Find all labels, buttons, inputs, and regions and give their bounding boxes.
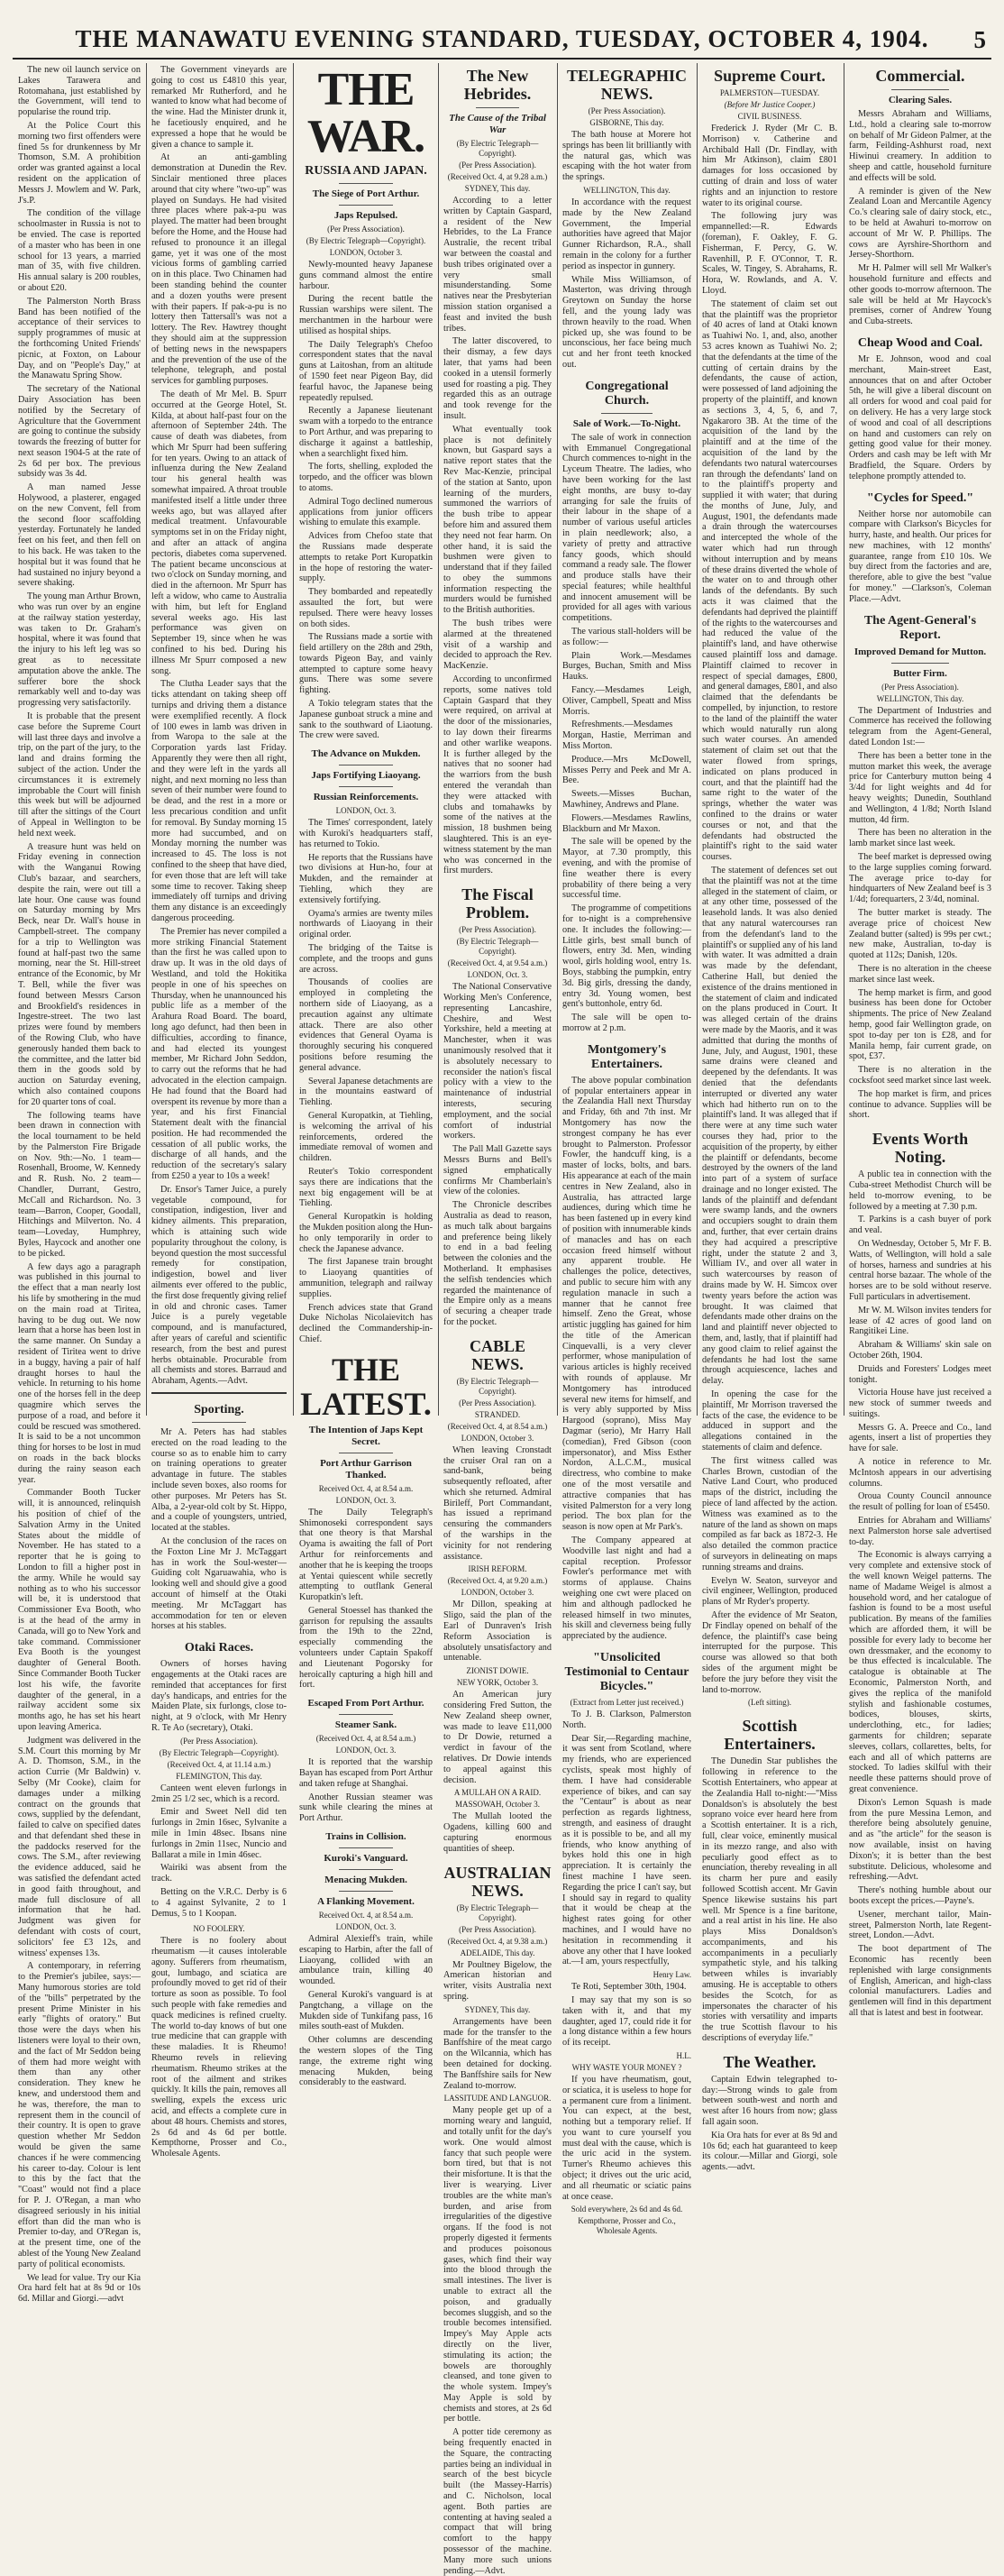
- subheading: The Cause of the Tribal War: [449, 113, 546, 135]
- dateline: LONDON, Oct. 3.: [335, 1495, 397, 1505]
- news-item: While Miss Williamson, of Masterton, was driving through Greytown on Sunday the horse fell, and the young lady was thrown heavily to the road. When picked up, she was found to be unconscious, her face being much cut and her front teeth knocked out.: [562, 274, 691, 370]
- news-item: A Tokio telegram states that the Japanese gunboat struck a mine and sank to the southward of Liaotung. The crew were saved.: [299, 699, 433, 741]
- dateline: LONDON, October 3.: [461, 1588, 534, 1598]
- news-item: Messrs Abraham and Williams, Ltd., hold a clearing sale to-morrow on behalf of Mr Gideon Palmer, at the farm, Feilding-Ashhurst road, next Hiwinui creamery. In addition to sheep and cattle, household furniture and effects will be sold.: [849, 109, 991, 183]
- news-item: T. Parkins is a cash buyer of pork and veal.: [849, 1215, 991, 1236]
- dateline: LONDON, Oct. 3.: [335, 1922, 397, 1932]
- news-item: The Clutha Leader says that the ticks attendant on taking sheep off turnips and driving them a distance were exemplified recently. A flock of 100 ewes in lamb was driven in from Waropa to the sale at the Corporation yards last Friday. Apparently they were then all right, and they were left in the yards all night, and next morning no less than seven of their number were found to be dead, and the rest in a more or less precarious condition and unfit for removal. By Sunday morning 15 more had succumbed, and on Monday morning the number was increased to 45. The loss is not confined to the sheep that have died, for even those that are left will take some time to recover. Taking sheep immediately off turnips and driving them any distance is an exceedingly dangerous proceeding.: [151, 679, 287, 923]
- divider: [891, 663, 948, 664]
- news-item: A few days ago a paragraph was published in this journal to the effect that a man nearly lost his life by smothering in the mud on the main road at Tiritea, having to be dug out. We now learn that a horse has been lost in the same manner. On Sunday a resident of Tiritea went to drive in a buggy, having a pair of half draught horses to haul the vehicle. In returning to his home one of the horses fell in the deep quagmire which serves the purpose of a road, and before it could be rescued was smothered. It is said to be a not uncommon thing for horses to be lost in mud on roads in the back blocks during the rainy season each year.: [18, 1261, 141, 1485]
- received-line: (Received Oct. 4, at 11.14 a.m.): [167, 1759, 271, 1769]
- news-item: Commander Booth Tucker will, it is announced, relinquish his position of chief of the Salvation Army in the United States about the middle of November. He has stated to a reporter that he is going to London to fill a higher post in the army. While he would say nothing as to who his successor will be, it is understood that Commissioner Eva Booth, who is at the head of the army in Canada, will go to New York and take command. Commissioner Eva Booth is the youngest daughter of General Booth. Since Commander Booth Tucker lost his wife, the favorite daughter of the general, in a railway accident some six months ago, he has set his heart upon leaving America.: [18, 1488, 141, 1732]
- extract-note: (Extract from Letter just received.): [570, 1698, 684, 1707]
- subheading: LASSITUDE AND LANGUOR.: [443, 2094, 552, 2104]
- column-1: [18, 65, 141, 2305]
- press-credit: (Per Press Association).: [459, 1398, 536, 1407]
- news-item: Victoria House have just received a new stock of summer tweeds and suitings.: [849, 1388, 991, 1419]
- news-item: The young man Arthur Brown, who was run over by an engine at the railway station yesterday, was taken to Dr. Graham's hospital, where it was found that the injury to his left leg was so great as to necessitate amputation above the ankle. The sufferer bore the shock remarkably well and to-day was progressing very satisfactorily.: [18, 591, 141, 709]
- news-item: When leaving Cronstadt the cruiser Oral ran on a sand-bank, being subsequently refloated, after which she returned. Admiral Birileff, Port Commandant, has issued a reprimand censuring the commanders of the warships in the vicinity for not rendering assistance.: [443, 1444, 552, 1562]
- news-item: The sale will be opened by the Mayor, at 7.30 promptly, this evening, and with the promise of fine weather there is every probability of there being a very successful time.: [562, 837, 691, 901]
- byline: (By Electric Telegraph—Copyright).: [456, 1376, 539, 1396]
- divider: [339, 1714, 392, 1715]
- advertisement: A potter tide ceremony as being frequently enacted in the Square, the contracting parties being an individual in search of the best bicycle built (the Massey-Harris) and C. Nicholson, local agent. Both parties are contenting at having sealed a compact that will bring comfort to the happy possessor of the machine. Many more such unions pending.—Advt.: [443, 2427, 552, 2576]
- column-3: [299, 64, 433, 2088]
- press-credit: (Per Press Association).: [459, 925, 536, 935]
- subheading: Clearing Sales.: [888, 95, 953, 105]
- dateline: GISBORNE, This day.: [589, 118, 664, 127]
- section-heading: NO FOOLERY.: [193, 1924, 245, 1934]
- column-7: [849, 65, 991, 2018]
- news-item: Mr W. M. Wilson invites tenders for lease of 42 acres of good land on Rangitikei Line.: [849, 1305, 991, 1337]
- advertisement: Kia Ora hats for ever at 8s 9d and 10s 6d; each hat guaranteed to keep its colour.—Millar and Giorgi, sole agents.—advt.: [702, 2130, 837, 2173]
- news-item: The following teams have been drawn in connection with the local tournament to be held by the Palmerston Fire Brigade on Nov. 9th:—No. 1 team—Rosenhall, Broome, W. Kennedy and R. Rush. No. 2 team—Chandler, Durrant, Gestro, McCall and Richardson. No. 3 team—Barron, Cooper, Goodall, Hitchings and Milverton. No. 4 team—Loveday, Humphrey, Byles, Haycock and another one to be picked.: [18, 1110, 141, 1259]
- press-credit: (Per Press Association).: [881, 682, 959, 692]
- news-item: According to unconfirmed reports, some natives told Captain Gaspard that they were required, on arrival at the door of the missionaries, to lay down their firearms and other warlike weapons. It is further alleged by the natives that no sooner had the warriors from the bush entered the verandah than they were attacked with clubs and tomahawks by some of the natives at the mission, 18 bushmen being slaughtered. This is an eye-witness statement by the man who was concerned in the first murders.: [443, 674, 552, 876]
- dateline: SYDNEY, This day.: [464, 184, 531, 193]
- news-item: Mr Dillon, speaking at Sligo, said the plan of the Earl of Dunraven's Irish Reform Association is absolutely unsatisfactory and untenable.: [443, 1600, 552, 1664]
- news-item: Oroua County Council announce the result of polling for loan of £5450.: [849, 1491, 991, 1513]
- news-item: The butter market is steady. The average price of choicest New Zealand butter (salted) is 99s per cwt.; new make, Australian, to-day is quoted at 112s; Danish, 120s.: [849, 908, 991, 961]
- advertisement: Neither horse nor automobile can compare with Clarkson's Bicycles for hurry, haste, and health. Our prices for new machines, with 12 months' guarantee, range from £10 10s. We buy direct from the factories and are, therefore, able to give the best "value for money." —Clarkson's, Coleman Place.—Advt.: [849, 509, 991, 604]
- news-item: The first witness called was Charles Brown, custodian of the Native Land Court, who produced maps of the district, including the piece of land affected by the action. Witness was examined as to the nature of the land as shown on maps compiled as far back as 1872-3. He also detailed the common practice of surveyors in delineating on maps running streams and drains.: [702, 1455, 837, 1572]
- news-item: An American jury considering Fred Sutton, the New Zealand sheep owner, was made to leave £11,000 to Dr Dowie, returned a verdict in favour of the relatives. Dr Dowie intends to appeal against this decision.: [443, 1690, 552, 1785]
- news-item: The sale of work in connection with Emmanuel Congregational Church commences to-night in the Lyceum Theatre. The ladies, who have been working for the last eight months, are busy to-day arranging for sale the fruits of their labour in the shape of a number of various useful articles in plain needlework; also, a variety of pretty and attractive fancy goods, which should command a ready sale. The flower and produce stalls have their special features; while healthful and innocent amusement will be provided for all ages with various competitions.: [562, 432, 691, 624]
- news-item: The programme of competitions for to-night is a comprehensive one. It includes the following:—Little girls, best small bunch of flowers, entry 3d. Men, winding wool, girls holding wool, entry 1s. Boys, stabbing the pumpkin, entry 3d. Big girls, dressing the dandy, entry 3d. Young women, best gent's buttonhole, entry 6d.: [562, 903, 691, 1010]
- news-item: The hemp market is firm, and good business has been done for October shipments. The price of New Zealand hemp, good fair Wellington grade, on spot to-day per ton is £28, and for Manila hemp, fair current grade, on spot, £37.: [849, 987, 991, 1062]
- section-heading: RUSSIA AND JAPAN.: [305, 164, 427, 178]
- subheading: CIVIL BUSINESS.: [737, 112, 802, 121]
- news-item: Entries for Abraham and Williams' next Palmerston horse sale advertised to-day.: [849, 1516, 991, 1547]
- received-line: (Received Oct. 4, at 8.54 a.m.): [315, 1734, 416, 1744]
- news-item: Plain Work.—Mesdames Burges, Buchan, Smith and Miss Hauks.: [562, 650, 691, 683]
- section-heading: CABLE NEWS.: [469, 1336, 525, 1373]
- news-item: Refreshments.—Mesdames Morgan, Hastie, Merriman and Miss Morton.: [562, 720, 691, 752]
- news-item: The first Japanese train brought to Liaoyang quantities of ammunition, telegraph and railway supplies.: [299, 1257, 433, 1299]
- news-item: Druids and Foresters' Lodges meet tonight.: [849, 1363, 991, 1385]
- divider: [339, 205, 392, 206]
- news-item: The statement of claim set out that the plaintiff was the proprietor of 40 acres of land at Otaki known as Tuahiwi No. 1, and, also, another 53 acres known as Tuahiwi No. 2; that the defendants at the time of the cutting of certain drains by the defendants, the cause of action, were possessed of land adjoining the property of the plaintiff, and known as sections 3, 4, 5, 6, and 7, Ngakaroro 3B. At the time of the acquisition of the land by the plaintiff and at the time of the acquisition of the land by the defendants two natural watercourses ran through the defendants' land on to the plaintiff's property and supplied it with water; that during the months of June, July, and August, 1901, the defendants made a drain through the watercourses and intercepted the whole of the water which had run through without interruption and by means of these drains diverted the whole of the water on to and through other lands of the defendants. By such acts it was claimed that the defendants had deprived the plaintiff of the rights to the watercourses and had reduced the value of the plaintiff's land, and have otherwise caused plaintiff loss and damage. Plaintiff claimed to recover in respect of special damages, £800, and general damages, £801, and also claimed that the defendants be compelled, by injunction, to restore to the land of the plaintiff the water which would naturally run along such water courses. An amended statement of claim set out that the water flowed from springs, indicated on plans produced in court, and that the plaintiff had the same right to the water of the springs, whether the water was confined to the drains or water courses or not, and that the defendants had obstructed the plaintiff's right to the said water courses.: [702, 298, 837, 863]
- news-item: A treasure hunt was held on Friday evening in connection with the Wanganui Rowing Club's bazaar, and searchers, despite the rain, were out till a late hour. One cause was found on Saturday morning by Mrs Beck, near Dr. Wall's house in Campbell-street. The company for a trip to Wellington was found at half-past two the same morning, near the St. Hill-street entrance of the Economic, by Mr T. Bell, while the fiver was found between Messrs Carson and Brookfield's residences in Ingestre-street. The two last prizes were found by members of the Rowing Club, who have generously handed them back to the committee, and the latter bid them in the goods sold by auction on Saturday evening, which also contained coupons for 20 quarter tons of coal.: [18, 841, 141, 1107]
- divider: [891, 89, 948, 90]
- column-5: [562, 65, 691, 2236]
- dateline: ADELAIDE, This day.: [460, 1948, 535, 1957]
- news-item: General Kuropatkin is holding the Mukden position along the Hun-ho only temporarily in order to check the Japanese advance.: [299, 1212, 433, 1254]
- dateline: MASSOWAH, October 3.: [455, 1800, 540, 1810]
- news-item: The condition of the village schoolmaster in Russia is not to be envied. The case is reported of a master who has been in one school for 13 years, a married man of 35, with five children. His annual salary is 200 roubles, or about £20.: [18, 208, 141, 293]
- news-item: The Russians made a sortie with field artillery on the 28th and 29th, towards Pigeon Bay, and vainly attempted to capture some heavy guns. There was some severe fighting.: [299, 632, 433, 696]
- news-item: Emir and Sweet Nell did ten furlongs in 2min 16sec, Sylvanite a mile in 1min 48sec. Ibsans nine furlongs in 2min 11sec, Nuncio and Ballarat a mile in 1min 46sec.: [151, 1807, 287, 1860]
- news-item: Sweets.—Misses Buchan, Mawhiney, Andrews and Plane.: [562, 789, 691, 811]
- advertisement: Many people get up of a morning weary and languid, and totally unfit for the day's work. One would almost fancy that such people were born tired, but that is not their misfortune. It is that the liver is wearying. Liver troubles are the white man's burden, and arise from irregularities of the digestive organs. If the food is not properly digested it ferments and produces poisonous gases, which find their way into the blood through the small intestines. The liver is unable to extract all the poison, and gradually becomes sluggish, and so the trouble becomes intensified. Impey's May Apple acts directly on the liver, stimulating its action; the bowels are thoroughly cleansed, and tone given to the whole system. Impey's May Apple is sold by chemists and stores, at 2s 6d per bottle.: [443, 2105, 552, 2425]
- news-item: Judgment was delivered in the S.M. Court this morning by Mr A. D. Thomson, S.M., in the action Currie (Mr Baldwin) v. Selby (Mr Cooke), claim for damages under a milking contract on the grounds that cows, supplied by the defendant, failed to calve on specified dates and that defendant shed these in the paddocks reserved for the cows. The S.M., after reviewing the evidence adduced, said he was satisfied the defendant acted in good faith throughout, and made full disclosure of all information that he had. Judgment was given for defendant with costs of court, solicitors' fee £3 12s, and witness' expenses 13s.: [18, 1735, 141, 1958]
- news-item: Betting on the V.R.C. Derby is 6 to 4 against Sylvanite, 2 to 1 Demus, 5 to 1 Koopan.: [151, 1886, 287, 1919]
- news-item: The Department of Industries and Commerce has received the following telegram from the Agent-General, dated London 1st:—: [849, 705, 991, 748]
- news-item: A notice in reference to Mr. McIntosh appears in our advertising columns.: [849, 1457, 991, 1489]
- news-item: Arrangements have been made for the transfer to the Banffshire of the meat cargo on the Wilcannia, which has been detained for docking. The Banffshire sails for New Zealand to-morrow.: [443, 2016, 552, 2091]
- news-item: Captain Edwin telegraphed to-day:—Strong winds to gale from between south-west and north and west after 16 hours from now; glass fall again soon.: [702, 2074, 837, 2128]
- news-item: Admiral Alexieff's train, while escaping to Harbin, after the fall of Liaoyang, collided with an ambulance train, killing 40 wounded.: [299, 1934, 433, 1987]
- letter-body: Dear Sir,—Regarding machine, it was sent from Scotland, where my friends, who are experienced cyclists, speak most highly of them. I have had considerable experience of bikes, and can say the "Centaur" is about as near perfection as regards lightness, strength, and easiness of draught as it is possible to be, and all my friends, who know anything of bykes hold this one in high appreciation. It is certainly the finest machine I have seen. Regarding the price I can't say, but I should say in regard to quality that it would be cheap at the highest rates going for other machines, and I would have no hesitation in recommending it above any other that I have looked at.—I am, yours respectfully,: [562, 1733, 691, 1967]
- received-line: Received Oct. 4, at 8.54 a.m.: [318, 1911, 414, 1921]
- dateline: LONDON, Oct. 3.: [335, 1746, 397, 1756]
- byline: (By Electric Telegraph—Copyright).: [456, 139, 539, 158]
- column-4: [443, 65, 552, 2576]
- masthead: [13, 20, 991, 60]
- news-item: Frederick J. Ryder (Mr C. B. Morrison) v. Catherine and Archibald Hall (Dr. Findlay, with him Mr Atkinson), claim £801 damages for loss occasioned by cutting of drain and loss of water rights and an injunction to restore water to its original course.: [702, 124, 837, 208]
- news-item: The sale will be open to-morrow at 2 p.m.: [562, 1013, 691, 1033]
- subheading: Kuroki's Vanguard.: [324, 1853, 408, 1865]
- news-item: The bush tribes were alarmed at the threatened visit of a warship and decided to approach the Rev. MacKenzie.: [443, 619, 552, 672]
- news-item: The death of Mr Mel. B. Spurr occurred at the George Hotel, St. Kilda, at about half-past four on the afternoon of September 24th. The cause of death was diabetes, from which Mr Spurr had been suffering for ten years. Owing to an attack of influenza during the New Zealand tour his general health was somewhat impaired. A throat trouble manifested itself a little under three weeks ago, but was allayed after medical treatment. Unfavourable symptoms set in on the Friday night, and after an attack of angina pectoris, diabetes coma supervened. The patient became unconscious at two o'clock on Sunday morning, and died in the afternoon. Mr Spurr has left a widow, who came to Australia with him, but left for England several weeks ago. His last performance was given on September 19, since when he was confined to his bed. During his illness Mr Spurr composed a new song.: [151, 389, 287, 676]
- section-heading: Congregational Church.: [585, 379, 669, 408]
- news-item: The various stall-holders will be as follow:—: [562, 627, 691, 647]
- byline: (By Electric Telegraph—Copyright).: [456, 937, 539, 957]
- subheading: The Siege of Port Arthur.: [312, 188, 420, 199]
- subheading: Steamer Sank.: [334, 1719, 397, 1731]
- news-item: The hop market is firm, and prices continue to advance. Supplies will be short.: [849, 1088, 991, 1121]
- divider: [339, 1847, 392, 1848]
- subheading: WHY WASTE YOUR MONEY ?: [571, 2062, 682, 2072]
- news-item: Newly-mounted heavy Japanese guns command almost the entire harbour.: [299, 260, 433, 291]
- column-6: [702, 65, 837, 2173]
- subheading: Improved Demand for Mutton.: [853, 646, 987, 657]
- column-rule: [293, 63, 294, 1416]
- column-2: [151, 65, 287, 2159]
- news-item: Mr H. Palmer will sell Mr Walker's household furniture and effects and other goods to-morrow afternoon. The sale will be held at Mr Haycock's premises, corner of Andrew Young and Cuba-streets.: [849, 263, 991, 327]
- section-heading: "Cycles for Speed.": [866, 490, 974, 505]
- received-line: (Received Oct. 4, at 9.54 a.m.): [447, 958, 548, 968]
- byline: (By Electric Telegraph—Copyright).: [159, 1747, 279, 1757]
- section-heading: Sporting.: [194, 1403, 244, 1417]
- section-heading: Cheap Wood and Coal.: [857, 335, 983, 350]
- news-item: Canteen went eleven furlongs in 2min 25 1/2 sec, which is a record.: [151, 1783, 287, 1804]
- news-item: There's nothing humble about our boots except the prices.—Payne's.: [849, 1885, 991, 1906]
- subheading: Menacing Mukden.: [324, 1875, 407, 1886]
- news-item: What eventually took place is not definitely known, but Gaspard says a native report states that the Rev Mac-Kenzie, principal of the station at Santo, upon learning of the murders, summoned the warriors of the bush tribe to appear before him and assured them they need not fear harm. On other hand, it is said the bushmen were given to understand that if they failed to obey the summons information respecting the murders would be furnished to the British authorities.: [443, 424, 552, 616]
- received-line: (Received Oct. 4, at 9.28 a.m.): [447, 172, 548, 181]
- news-item: Abraham & Williams' skin sale on October 26th, 1904.: [849, 1340, 991, 1361]
- news-item: They bombarded and repeatedly assaulted the fort, but were repulsed. There were heavy losses on both sides.: [299, 587, 433, 629]
- news-item: There has been a better tone in the mutton market this week, the average price for Canterbury mutton being 4 3/4d for light weights and 4d for heavy weights; Dunedin, Southland and Wellington, 4 1/8d; North Island mutton, 4d firm.: [849, 750, 991, 825]
- column-rule: [146, 63, 147, 1416]
- divider: [476, 107, 519, 108]
- divider: [192, 1422, 246, 1423]
- press-credit: (Per Press Association).: [459, 160, 536, 170]
- press-credit: (Per Press Association).: [588, 106, 666, 115]
- news-item: The above popular combination of popular entertainers appear in the Zealandia Hall next Thursday and Friday, 6th and 7th inst. Mr Montgomery has now the strongest company he has ever brought to Palmerston. Professor Fowler, the handcuff king, is a master of locks, bolts, and bars. His appearance at each of the main centres in New Zealand, also in Australia, has attracted large audiences, during which time he has been fastened up in every kind of position with innumerable kinds of manacles and has on each occasion freed himself without any apparent trouble. He challenges the police, detectives, and public to secure him with any regulation manacle in such a manner that he cannot free himself. Zeno the Great, whose artistic juggling has gained for him the title of the American Cinquevalli, is a very clever performer, whose manipulation of various articles is highly received with rounds of applause. Mr Montgomery has introduced several new items for himself, and is very ably supported by Miss Hargood (soprano), Miss May Dagmar (serio), Mr Harry Hall (comedian), Fred Gibson (coon impersonator), and Miss Esther Nordon, A.L.C.M., musical directress, who combine to make one of the most versatile and attractive companies that has visited Palmerston for a very long period. The box plan for the season is now open at Mr Park's.: [562, 1075, 691, 1533]
- dateline: WELLINGTON, This day.: [876, 693, 964, 703]
- news-item: The Daily Telegraph's Chefoo correspondent states that the naval guns at Laitoshan, from an altitude of 1590 feet near Pigeon Bay, did fearful havoc, the Japanese being repeatedly repulsed.: [299, 339, 433, 403]
- dateline: FLEMINGTON, This day.: [176, 1771, 262, 1781]
- news-item: There is no alteration in the cheese market since last week.: [849, 964, 991, 985]
- news-item: Wairiki was absent from the track.: [151, 1863, 287, 1884]
- news-item: French advices state that Grand Duke Nicholas Nicolaievitch has declined the Commandership-in-Chief.: [299, 1302, 433, 1344]
- news-item: After the evidence of Mr Seaton, Dr Findlay opened on behalf of the defence, the plaintiff's case being interrupted for the purpose. This course was allowed so that both sides of the argument might be before the jury before they visit the land to-morrow.: [702, 1609, 837, 1695]
- news-item: The National Conservative Working Men's Conference, representing Lancashire, Cheshire, and West Yorkshire, held a meeting at Manchester, when it was unanimously resolved that it is absolutely necessary to reconsider the nation's fiscal policy with a view to the maintenance of industrial interests, securing employment, and the social comfort of industrial workers.: [443, 982, 552, 1141]
- news-item: In opening the case for the plaintiff, Mr Morrison traversed the facts of the case, the evidence to be adduced in support and the allegations contained in the statements of claim and defence.: [702, 1389, 837, 1453]
- court-note: (Before Mr Justice Cooper.): [724, 100, 816, 109]
- divider: [339, 1891, 392, 1892]
- subheading: IRISH REFORM.: [468, 1564, 527, 1574]
- news-item: Fancy.—Mesdames Leigh, Oliver, Campbell, Speatt and Miss Morris.: [562, 685, 691, 717]
- section-heading: Events Worth Noting.: [872, 1130, 969, 1167]
- subheading: The Advance on Mukden.: [311, 748, 421, 760]
- news-item: Dr. Ensor's Tamer Juice, a purely vegetable compound, for constipation, indigestion, liver and kidney ailments. This preparation, which is attaining such wide popularity throughout the colony, is beyond question the most successful remedy for constipation, indigestion, bowel and liver ailments ever offered to the public, the first dose frequently giving relief in old and chronic cases. Tamer Juice is a purely vegetable compound, and is manufactured, after years of careful and scientific research, from the best and purest herbs obtainable. Procurable from all chemists and stores. Barraud and Abraham, Agents.—Advt.: [151, 1184, 287, 1387]
- letter-address: To J. B. Clarkson, Palmerston North.: [562, 1710, 691, 1730]
- news-item: Produce.—Mrs McDowell, Misses Perry and Peek and Mr A. Bee.: [562, 754, 691, 786]
- news-item: The bridging of the Taitse is complete, and the troops and guns are across.: [299, 943, 433, 975]
- news-item: Flowers.—Mesdames Rawlins, Blackburn and Mr Maxon.: [562, 812, 691, 834]
- news-item: Admiral Togo declined numerous applications from junior officers wishing to emulate this example.: [299, 496, 433, 528]
- divider: [339, 1869, 392, 1870]
- section-heading: "Unsolicited Testimonial to Centaur Bicycles.": [564, 1651, 689, 1693]
- section-heading: The New Hebrides.: [463, 67, 532, 103]
- section-divider: [151, 1392, 287, 1394]
- column-rule: [438, 63, 439, 1416]
- subheading: Escaped From Port Arthur.: [307, 1698, 424, 1710]
- column-rule: [557, 63, 558, 1416]
- news-item: The new oil launch service on Lakes Tarawera and Rotomahana, just established by the Government, will tend to popularise the round trip.: [18, 65, 141, 118]
- dateline: LONDON, October 3.: [461, 1433, 534, 1443]
- subheading: A MULLAH ON A RAID.: [453, 1788, 542, 1798]
- news-item: During the recent battle the Russian warships were silent. The merchantmen in the harbour were utilised as hospital ships.: [299, 294, 433, 336]
- sitting-note: (Left sitting).: [748, 1698, 791, 1708]
- news-item: The following jury was empannelled:—R. Edwards (foreman), F. Oakley, F. G. Fisherman, F. Percy, G. W. Ravenhill, P. F. O'Connor, T. R. Scales, W. Tingey, S. Abrahams, R. Hora, W. Rowlands, and A. V. Lloyd.: [702, 211, 837, 296]
- news-item: Recently a Japanese lieutenant swam with a torpedo to the entrance to Port Arthur, and was preparing to discharge it against a battleship, when a searchlight fixed him.: [299, 406, 433, 459]
- news-item: It is reported that the warship Bayan has escaped from Port Arthur and taken refuge at Shanghai.: [299, 1757, 433, 1789]
- news-item: Dixon's Lemon Squash is made from the pure Messina Lemon, and therefore being absolutely genuine, and as "the article" for the season is now available, insist on having Dixon's; it is better than the best substitute. Delicious, wholesome and refreshing.—Advt.: [849, 1797, 991, 1883]
- subheading: ZIONIST DOWIE.: [466, 1666, 529, 1676]
- news-item: The statement of defences set out that the plaintiff was not at the time alleged in the statement of claim, or at any other time, possessed of the leasehold lands. It was also denied that any natural watercourses ran from the defendant's land to the plaintiff's or supplied any of his land with water. It was admitted a drain was made by the defendant, Catherine Hall, but denied the existence of the drains mentioned in the statement of claim and indicated on the plans produced in Court. It was alleged certain of the drains were made by the Maoris, and it was admitted that during the months of June, July, and August, 1901, these same drains were cleaned and deepened by the defendants. It was denied that the defendants interrupted or diverted any water which had hitherto run on to the plaintiff's land. It was alleged that if there were at any time such water courses they had, prior to the acquisition of the property, by either the plaintiff or defendants, become destroyed by the owners of the land into part of a system of surface drainage and no longer existed. The lands of the plaintiff and defendant were swamp lands, and the owners and occupiers sought to drain them and, further, that ever certain drains they had acquired a prescriptive right, under the statute 2 and 3, William IV., and over all water in such watercourses by reason of drains made by W. H. Simcox over twenty years before the action was brought. It was claimed that defendants made other drains on the land and plaintiff never objected to them, and, lastly, that if plaintiff had any good claim to relief against the defendants he had lost the same through acquiescence, laches and delay.: [702, 865, 837, 1387]
- news-item: At the Police Court this morning two first offenders were fined 5s for drunkenness by Mr Thomson, S.M. A prohibition order was granted against a local resident on the application of Messrs J. Mowlem and W. Park, J's.P.: [18, 120, 141, 206]
- news-item: The Daily Telegraph's Shimonoseki correspondent says that one theory is that Marshal Oyama is awaiting the fall of Port Arthur for reinforcements and another that he is keeping the troops at Yentai quiescent while secretly attempting to outflank General Kuropatkin's left.: [299, 1507, 433, 1603]
- news-item: According to a letter written by Captain Gaspard, a resident of the New Hebrides, to the La France Australie, the recent tribal war between the coastal and bush tribes originated over a very small misunderstanding. Some natives near the Presbyterian mission station organised a feast and invited the bush tribes.: [443, 196, 552, 334]
- section-heading: TELEGRAPHIC NEWS.: [566, 67, 688, 103]
- section-heading: AUSTRALIAN NEWS.: [443, 1863, 552, 1900]
- news-item: The beef market is depressed owing to the large supplies coming forward. The average price to-day for hindquarters of New Zealand beef is 3 1/4d; forequarters, 2 3/4d, nominal.: [849, 852, 991, 905]
- news-item: Advices from Chefoo state that the Russians made desperate attempts to retake Port Kuropatkin in the hope of restoring the water-supply.: [299, 531, 433, 584]
- news-item: Reuter's Tokio correspondent says there are indications that the next big engagement will be at Tiehling.: [299, 1166, 433, 1209]
- byline: (By Electric Telegraph—Copyright).: [306, 236, 426, 245]
- news-item: The Government vineyards are going to cost us £4810 this year, remarked Mr Rutherford, and he wanted to know what had become of the wine. Had the Minister drunk it, he facetiously enquired, and he expressed a hope that he would be given a chance to sample it.: [151, 65, 287, 150]
- news-item: The Dunedin Star publishes the following in reference to the Scottish Entertainers, who appear at the Zealandia Hall to-night:—"Miss Donaldson's is absolutely the best soprano voice ever heard here from a Scottish entertainer. It is a rich, full, clear voice, eminently musical in its mezzo range, and also with peculiarly good effect as to enunciation, thereby revealing in all its charm her pure and easily followed Scottish accent. Mr Gavin Spence likewise sustains his part well. Mr Spence is a fine baritone, and a real artist in his line. He also plays Miss Donaldson's accompaniments, and his accompaniments in a peculiarly sympathetic style, and his talking between whiles is invariably amusing. He is acceptable to others besides the Scotch, for as impersonates the character of his stories with versatility and imparts the true Scottish flavour to his descriptions of everyday life.": [702, 1756, 837, 2044]
- section-heading: Commercial.: [875, 67, 965, 85]
- subheading: The Intention of Japs Kept Secret.: [308, 1424, 424, 1447]
- news-item: The bath house at Morere hot springs has been lit brilliantly with the natural gas, which was escaping with the hot water from the springs.: [562, 130, 691, 183]
- news-item: Oyama's armies are twenty miles northwards of Liaoyang in their original order.: [299, 908, 433, 940]
- news-item: The boot department of The Economic has recently been replenished with large consignments of English, American, and high-class colonial manufacturers. Ladies and gentlemen will find in this department all that is latest and best in footwear.: [849, 1944, 991, 2018]
- news-item: There has been no alteration in the lamb market since last week.: [849, 828, 991, 849]
- letter-body: I may say that my son is so taken with it, and that my daughter, aged 17, could ride it for a long distance within a few hours of its receipt.: [562, 1994, 691, 2049]
- subheading: A Flanking Movement.: [317, 1896, 415, 1908]
- news-item: Evelyn W. Seaton, surveyor and civil engineer, Wellington, produced plans of Mr Ryder's property.: [702, 1575, 837, 1608]
- subheading: Japs Fortifying Liaoyang.: [311, 770, 421, 782]
- dateline: PALMERSTON—TUESDAY.: [719, 88, 820, 97]
- advertisement: If you have rheumatism, gout, or sciatica, it is useless to hope for a permanent cure from a liniment. You can expect, at the best, nothing but a temporary relief. If you want to cure yourself you must deal with the cause, which is the uric acid in the system. Turner's Rheumo achieves this object; it drives out the uric acid, and all rheumatic or sciatic pains at once cease.: [562, 2074, 691, 2202]
- news-item: Several Japanese detachments are in the mountains eastward of Tiehling.: [299, 1076, 433, 1108]
- news-item: A contemporary, in referring to the Premier's jubilee, says:—Many humorous stories are told of the "bills" perpetrated by the present Prime Minister in his early "flights of oratory." But those were the days when his listeners were loyal to their own, and the fact of Mr Seddon being of them had more weight with them than any other consideration. They knew he knew, and understood them and he was, therefore, the man to represent them in the council of their country. It is open to grave question whether Mr Seddon would be given the same chances if he were commencing his career to-day. Colour is lent to this by the fact that the "Coast" would not find a place for P. J. O'Regan, a man who disagreed seriously in his initial effort than did the man who is Premier to-day, and O'Regan is, at the present time, one of the ablest of the Young New Zealand party of political economists.: [18, 1961, 141, 2269]
- news-item: Other columns are descending the western slopes of the Ting range, the extreme right wing menacing Mukden, being considerably to the eastward.: [299, 2035, 433, 2088]
- subheading: Russian Reinforcements.: [313, 792, 419, 803]
- press-credit: (Per Press Association).: [180, 1736, 258, 1746]
- news-item: The forts, shelling, exploded the torpedo, and the officer was blown to atoms.: [299, 462, 433, 493]
- subheading: STRANDED.: [474, 1409, 521, 1419]
- dateline: SYDNEY, This day.: [464, 2004, 531, 2014]
- news-item: The Chronicle describes Australia as dead to reason, as much talk about bargains and preference being likely to end in a bad feeling between the colonies and the Motherland. It emphasises the selfish tendencies which regarded the maintenance of the Empire only as a means of securing a cheaper trade for the pocket.: [443, 1200, 552, 1327]
- subheading: Sale of Work.—To-Night.: [572, 417, 681, 429]
- news-item: In accordance with the request made by the New Zealand Government, the Imperial authorities have agreed that Major Gunner Richardson, R.A., shall remain in the colony for a further period as inspector in gunnery.: [562, 197, 691, 271]
- received-line: (Received Oct. 4, at 9.38 a.m.): [447, 1936, 548, 1946]
- subheading: Butter Firm.: [893, 667, 947, 679]
- price-line: Sold everywhere, 2s 6d and 4s 6d.: [570, 2205, 683, 2214]
- news-item: Mr A. Peters has had stables erected on the road leading to the course so as to enable him to carry on training operations to greater advantage in future. The stables include seven boxes, also rooms for other purposes. Mr Peters has St. Alba, a 2-year-old colt by St. Hippo, and a couple of youngsters, untried, located at the stables.: [151, 1427, 287, 1534]
- agents-line: Kempthorne, Prosser and Co., Wholesale Agents.: [578, 2216, 676, 2236]
- dateline: NEW YORK, October 3.: [456, 1678, 539, 1688]
- news-item: At an anti-gambling demonstration at Dunedin the Rev. Sinclair mentioned three places around that city where "two-up" was played on Sundays. He had visited three places where pak-a-pu was played. The matter had been brought before the Home, and the House had refused to pronounce it an illegal game, yet it was one of the most vicious forms of gambling carried on in this place. Two Chinamen had been standing behind the counter and a dozen youths were present with their papers. If pak-a-pu is no lottery then Tattersall's was not a lottery. The Rev. Hawtrey thought they should aim at the suppression of betting news in the newspapers and the prevention of the use of the telephone, telegraph, and postal services for gambling purposes.: [151, 152, 287, 387]
- section-heading: The Weather.: [723, 2052, 817, 2071]
- news-item: The secretary of the National Dairy Association has been notified by the Secretary of Agriculture that the Government are going to continue the subsidy towards the freezing of butter for next season 1904-5 at the rate of 2s 6d per box. The previous subsidy was 3s 4d.: [18, 384, 141, 480]
- dateline: LONDON, October 3.: [329, 248, 403, 257]
- section-heading: The Agent-General's Report.: [863, 613, 977, 642]
- press-credit: (Per Press Association).: [327, 225, 405, 234]
- news-item: The Pall Mall Gazette says Messrs Burns and Bell's signed emphatically confirms Mr Chamberlain's view of the colonies.: [443, 1144, 552, 1197]
- received-line: Received Oct. 4, at 8.54 a.m.: [318, 1483, 414, 1493]
- news-item: Messrs G. A. Preece and Co., land agents, insert a list of properties they have for sale.: [849, 1422, 991, 1454]
- section-heading: Scottish Entertainers.: [724, 1717, 816, 1754]
- news-item: The Times' correspondent, lately with Kuroki's headquarters staff, has returned to Tokio.: [299, 818, 433, 849]
- news-item: A public tea in connection with the Cuba-street Methodist Church will be held to-morrow evening, to be followed by a meeting at 7.30 p.m.: [849, 1169, 991, 1212]
- divider: [339, 786, 392, 787]
- news-item: The Mullah looted the Ogadens, killing 600 and capturing enormous quantities of sheep.: [443, 1811, 552, 1854]
- news-item: The Palmerston North Brass Band has been notified of the acceptance of their services to supply programmes of music at the forthcoming United Friends' picnic, at Foxton, on Labour Day, and on "People's Day," at the Manawatu Spring Show.: [18, 296, 141, 381]
- initials: H.L.: [676, 2050, 691, 2060]
- news-item: General Kuropatkin, at Tiehling, is welcoming the arrival of his reinforcements, ordered the immediate removal of women and children.: [299, 1110, 433, 1164]
- subheading: Japs Repulsed.: [333, 210, 398, 221]
- subheading: Port Arthur Garrison Thanked.: [320, 1457, 412, 1481]
- dateline: WELLINGTON, This day.: [583, 185, 671, 195]
- newspaper-title: THE MANAWATU EVENING STANDARD, TUESDAY, OCTOBER 4, 1904.: [75, 25, 929, 52]
- news-item: The latter discovered, to their dismay, a few days later, that yams had been cooked in a utensil formerly used for roasting a pig. They regarded this as an outrage and took revenge for the insult.: [443, 336, 552, 421]
- divider: [601, 413, 653, 414]
- received-line: (Received Oct. 4, at 8.54 a.m.): [447, 1421, 548, 1431]
- war-headline: THE WAR.: [306, 64, 425, 162]
- news-item: On Wednesday, October 5, Mr F. B. Watts, of Wellington, will hold a sale of horses, harness and sundries at his central horse bazaar. The whole of the horses are to be sold without reserve. Full particulars in advertisement.: [849, 1238, 991, 1302]
- byline: (By Electric Telegraph—Copyright).: [456, 1902, 539, 1922]
- page-number: 5: [973, 26, 986, 53]
- news-item: A man named Jesse Holywood, a plasterer, engaged on the new Convent, fell from the second floor scaffolding yesterday. Fortunately he landed feet on his feet, and then fell on to his back. He was taken to the hospital but it was found that he had sustained no injury beyond a severe shaking.: [18, 482, 141, 589]
- section-heading: The Fiscal Problem.: [461, 885, 534, 922]
- press-credit: (Per Press Association).: [459, 1924, 536, 1934]
- news-item: The Premier has never compiled a more striking Financial Statement than the first he was called upon to draw up. It was in the old days of Westland, and told the Hokitika people in one of his speeches on Thursday, when he unannounced his public life as a member of the Arahura Road Board. The board, long ago defunct, had then been in difficulties, according to finance, and had elected its youngest member, Mr Richard John Seddon, to carry out the reforms that he had advocated in the election campaign. He had found that the Board had overspent its revenue by more than a year, and his first Financial Statement dealt with the financial position. He had recommended the cessation of all public works, the discharge of all hands, and the reduction of the secretary's salary from £250 a year to 10s a week!: [151, 926, 287, 1182]
- dateline: LONDON, Oct. 3.: [467, 970, 528, 980]
- news-item: General Kuroki's vanguard is at Pangtchang, a village on the Mukden side of Tunkifang pass, 16 miles south-east of Mukden.: [299, 1990, 433, 2032]
- signature: Henry Law.: [653, 1970, 691, 1980]
- news-item: General Stoessel has thanked the garrison for repulsing the assaults from the 19th to the 22nd, especially commending the volunteers under Captain Spakoff and Lieutenant Pogorsky for heroically capturing a high hill and fort.: [299, 1605, 433, 1691]
- letter-place: Te Roti, September 30th, 1904.: [571, 1982, 687, 1993]
- news-item: Usener, merchant tailor, Main-street, Palmerston North, late Regent-street, London.—Advt.: [849, 1909, 991, 1941]
- news-item: The Economic is always carrying a very complete and extensive stock of the well known Weigel patterns. The name of Madame Weigel is almost a household word, and her catalogue of fashion is found to be a most useful publication. By means of the families which are afforded them, it will be possible for every lady to become her own dressmaker, and the economy to be thus effected is incalculable. The catalogue is obtainable at The Economic, Palmerston North, and gives the replica of the manifold stylish and fashionable costumes, bodices, blouses, skirts, underclothing, etc., for ladies; garments for children; separate sleeves, collars, collarettes, belts, for each and all of which patterns are stocked. To ladies skilful with their needle these patterns should prove of great convenience.: [849, 1550, 991, 1794]
- news-item: Another Russian steamer was sunk while clearing the mines at Port Arthur.: [299, 1792, 433, 1824]
- received-line: (Received Oct. 4, at 9.20 a.m.): [447, 1576, 548, 1586]
- news-item: He reports that the Russians have two divisions at Hun-ho, four at Mukden, and the remainder at Tiehling, which they are extensively fortifying.: [299, 852, 433, 905]
- news-item: Mr E. Johnson, wood and coal merchant, Main-street East, announces that on and after October 5th, he will give a liberal discount on all orders for wood and coal paid for on delivery. He has a very large stock of wood and coal of all descriptions on hand and customers can rely on getting good value for their money. Orders and cash may be left with Mr Bradfield, the Square. Orders by telephone promptly attended to.: [849, 353, 991, 481]
- news-item: A reminder is given of the New Zealand Loan and Mercantile Agency Co.'s clearing sale of dairy stock, etc., to be held at Awahuri to-morrow on account of Mr W. P. Phillips. The cows are Ayrshire-Shorthorn and Jersey-Shorthorn.: [849, 186, 991, 261]
- news-item: We lead for value. Try our Kia Ora hard felt hat at 8s 9d or 10s 6d. Millar and Giorgi.—advt: [18, 2272, 141, 2305]
- news-item: It is probable that the present case before the Supreme Court will last three days and involve a trip, on the part of the jury, to the land and drains forming the subject of the action. Under the circumstances it is extremely improbable the Court will finish this week but will be adjourned till after the sittings of the Court of Appeal in Wellington to be held next week.: [18, 711, 141, 839]
- news-item: Owners of horses having engagements at the Otaki races are reminded that acceptances for first day's handicaps, and entries for the Maiden Plate, six furlongs, close to-night, at 9 o'clock, with Mr Henry R. Te Ao (secretary), Otaki.: [151, 1659, 287, 1733]
- dateline: LONDON, Oct. 3.: [335, 806, 397, 816]
- section-heading: Montgomery's Entertainers.: [587, 1042, 667, 1071]
- section-heading: Otaki Races.: [184, 1641, 254, 1655]
- divider: [339, 183, 392, 184]
- news-item: Thousands of coolies are employed in completing the northern side of Liaoyang, as a precaution against any ultimate attack. There are also other evidences that General Oyama is thoroughly securing his conquered positions before resuming the general advance.: [299, 977, 433, 1073]
- news-item: Mr Poultney Bigelow, the American historian and writer, visits Australia next spring.: [443, 1959, 552, 2002]
- column-rule: [697, 63, 698, 1416]
- latest-headline: THE LATEST.: [300, 1351, 432, 1422]
- news-item: At the conclusion of the races on the Foxton Line Mr J. McTaggart has in work the Soul-wester—Guiding colt Ngaruawahia, who is looking well and should give a good account of himself at the Otaki meeting. Mr McTaggart has accommodation for ten or eleven horses at his stables.: [151, 1536, 287, 1632]
- news-item: There is no alteration in the cocksfoot seed market since last week.: [849, 1065, 991, 1086]
- subheading: Trains in Collision.: [325, 1831, 406, 1843]
- section-heading: Supreme Court.: [714, 67, 826, 85]
- news-item: The Company appeared at Woodville last night and had a capital reception. Professor Fowler's performance met with storms of applause. Chains weighing one cwt were placed on him and although padlocked he released himself in two minutes, his skill and cleverness being fully appreciated by the audience.: [562, 1536, 691, 1642]
- advertisement: There is no foolery about rheumatism —it causes intolerable agony. Sufferers from rheumatism, gout, lumbago, and sciatica are profoundly moved to get rid of their torture as soon as possible. To fool such people with fake remedies and quack medicines is refined cruelty. The world to-day knows of but one true medicine that can grapple with these maladies. It is Rheumo! Rheumo revels in relieving rheumatism. Rheumo strikes at the root of the ailment and strikes quickly. It kills the pain, removes all swelling, expels the excess uric acid, and effects a complete cure in about 48 hours. Chemists and stores, 2s 6d and 4s 6d per bottle. Kempthorne, Prosser and Co., Wholesale Agents.: [151, 1936, 287, 2159]
